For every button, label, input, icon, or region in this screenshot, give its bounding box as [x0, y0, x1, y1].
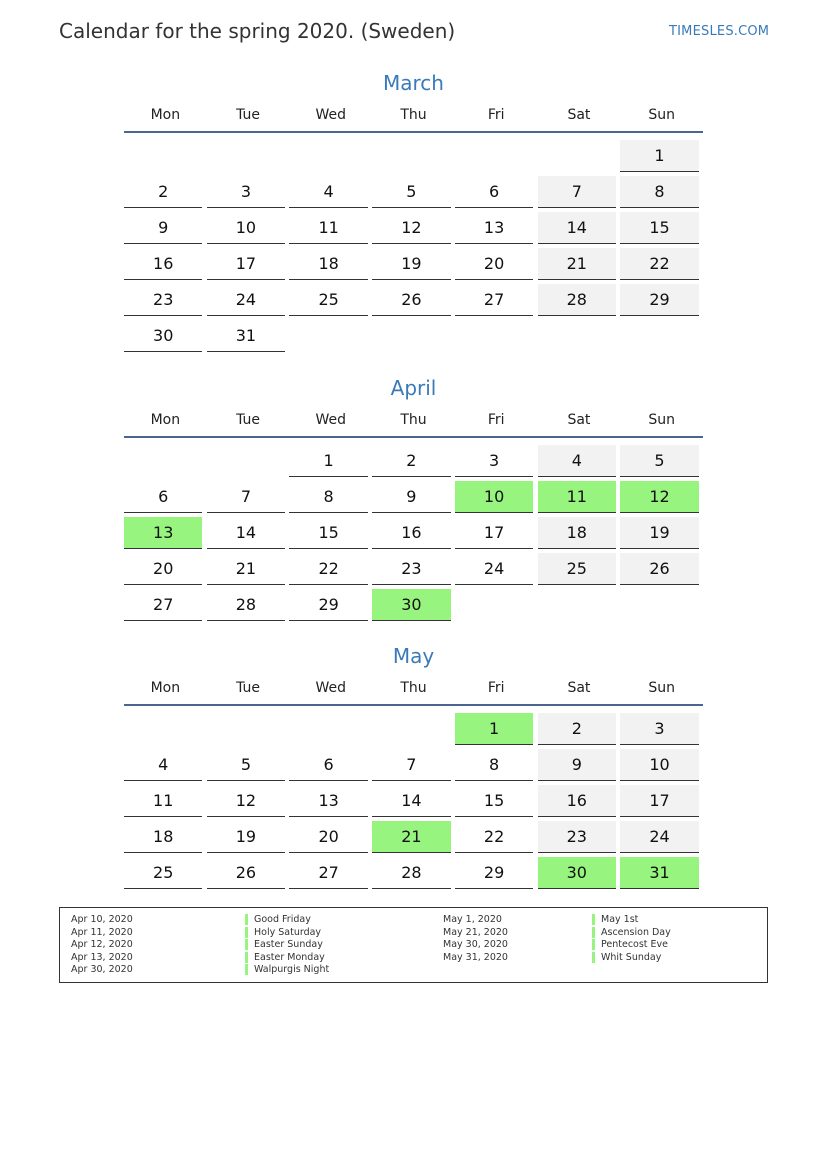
- day-cell: 29: [620, 284, 698, 316]
- day-cell: 24: [207, 284, 285, 316]
- day-cell: 26: [620, 553, 698, 585]
- day-cell: 20: [124, 553, 202, 585]
- weekday-label: Sat: [567, 107, 591, 123]
- day-cell: 3: [455, 445, 533, 477]
- empty-day-cell: [372, 320, 450, 352]
- day-cell: 14: [372, 785, 450, 817]
- empty-day-cell: [207, 140, 285, 172]
- day-cell: 25: [124, 857, 202, 889]
- day-cell: 4: [289, 176, 367, 208]
- day-cell: 12: [372, 212, 450, 244]
- day-cell: 28: [207, 589, 285, 621]
- weekday-label: Mon: [150, 680, 181, 696]
- legend-date: May 1, 2020: [443, 914, 502, 925]
- holiday-day-cell: 30: [538, 857, 616, 889]
- legend-names-right: [592, 914, 671, 964]
- day-cell: 23: [372, 553, 450, 585]
- weekday-label: Wed: [315, 107, 347, 123]
- weekday-label: Sun: [648, 107, 675, 123]
- day-cell: 7: [207, 481, 285, 513]
- holiday-legend: [59, 907, 768, 983]
- holiday-day-cell: 12: [620, 481, 698, 513]
- empty-day-cell: [372, 140, 450, 172]
- page-title: Calendar for the spring 2020. (Sweden): [59, 19, 456, 43]
- day-cell: 1: [289, 445, 367, 477]
- day-cell: 17: [620, 785, 698, 817]
- legend-holiday-name: Whit Sunday: [592, 952, 661, 963]
- day-cell: 14: [207, 517, 285, 549]
- week-row: [124, 514, 703, 550]
- weekday-header: [124, 105, 703, 133]
- day-cell: 7: [538, 176, 616, 208]
- empty-day-cell: [289, 320, 367, 352]
- holiday-day-cell: 1: [455, 713, 533, 745]
- weekday-label: Sat: [567, 680, 591, 696]
- day-cell: 16: [372, 517, 450, 549]
- week-row: [124, 317, 703, 353]
- day-cell: 18: [124, 821, 202, 853]
- day-cell: 25: [538, 553, 616, 585]
- day-cell: 12: [207, 785, 285, 817]
- holiday-day-cell: 13: [124, 517, 202, 549]
- empty-day-cell: [538, 320, 616, 352]
- month-title: March: [383, 71, 444, 95]
- empty-day-cell: [124, 140, 202, 172]
- week-row: [124, 818, 703, 854]
- empty-day-cell: [538, 140, 616, 172]
- day-cell: 22: [455, 821, 533, 853]
- day-cell: 23: [538, 821, 616, 853]
- day-cell: 16: [538, 785, 616, 817]
- legend-date: Apr 10, 2020: [71, 914, 133, 925]
- empty-day-cell: [207, 713, 285, 745]
- weekday-label: Fri: [487, 107, 505, 123]
- week-row: [124, 782, 703, 818]
- day-cell: 26: [372, 284, 450, 316]
- legend-date: May 31, 2020: [443, 951, 508, 963]
- weekday-label: Wed: [315, 412, 347, 428]
- legend-date: Apr 12, 2020: [71, 939, 133, 951]
- holiday-day-cell: 30: [372, 589, 450, 621]
- week-row: [124, 137, 703, 173]
- day-cell: 20: [455, 248, 533, 280]
- empty-day-cell: [207, 445, 285, 477]
- empty-day-cell: [124, 445, 202, 477]
- day-cell: 27: [124, 589, 202, 621]
- day-cell: 19: [207, 821, 285, 853]
- day-cell: 5: [620, 445, 698, 477]
- day-cell: 9: [538, 749, 616, 781]
- holiday-day-cell: 11: [538, 481, 616, 513]
- day-cell: 8: [289, 481, 367, 513]
- day-cell: 20: [289, 821, 367, 853]
- day-cell: 9: [372, 481, 450, 513]
- week-row: [124, 245, 703, 281]
- month-title: April: [390, 376, 437, 400]
- empty-day-cell: [289, 713, 367, 745]
- day-cell: 9: [124, 212, 202, 244]
- legend-holiday-name: Easter Sunday: [245, 939, 323, 950]
- weekday-label: Tue: [236, 412, 261, 428]
- day-cell: 22: [620, 248, 698, 280]
- week-row: [124, 442, 703, 478]
- day-cell: 18: [289, 248, 367, 280]
- weekday-label: Mon: [150, 412, 181, 428]
- day-cell: 2: [372, 445, 450, 477]
- day-cell: 30: [124, 320, 202, 352]
- weekday-label: Wed: [315, 680, 347, 696]
- day-cell: 11: [124, 785, 202, 817]
- day-cell: 14: [538, 212, 616, 244]
- week-row: [124, 209, 703, 245]
- day-cell: 1: [620, 140, 698, 172]
- holiday-day-cell: 31: [620, 857, 698, 889]
- legend-dates-left: [71, 914, 133, 977]
- month-april: [124, 375, 703, 622]
- day-cell: 29: [289, 589, 367, 621]
- day-cell: 27: [289, 857, 367, 889]
- weekday-label: Thu: [400, 107, 427, 123]
- empty-day-cell: [372, 713, 450, 745]
- legend-holiday-name: Walpurgis Night: [245, 964, 329, 975]
- day-cell: 10: [620, 749, 698, 781]
- holiday-day-cell: 21: [372, 821, 450, 853]
- brand-link[interactable]: TIMESLES.COM: [669, 24, 770, 39]
- day-cell: 8: [455, 749, 533, 781]
- week-row: [124, 710, 703, 746]
- week-row: [124, 746, 703, 782]
- day-cell: 28: [372, 857, 450, 889]
- week-row: [124, 586, 703, 622]
- day-cell: 4: [124, 749, 202, 781]
- day-cell: 21: [538, 248, 616, 280]
- holiday-day-cell: 10: [455, 481, 533, 513]
- day-cell: 19: [620, 517, 698, 549]
- day-cell: 13: [289, 785, 367, 817]
- weekday-label: Thu: [400, 680, 427, 696]
- empty-day-cell: [538, 589, 616, 621]
- day-cell: 23: [124, 284, 202, 316]
- day-cell: 22: [289, 553, 367, 585]
- month-may: [124, 643, 703, 890]
- day-cell: 10: [207, 212, 285, 244]
- day-cell: 17: [455, 517, 533, 549]
- empty-day-cell: [455, 320, 533, 352]
- legend-holiday-name: Holy Saturday: [245, 927, 321, 938]
- day-cell: 6: [455, 176, 533, 208]
- empty-day-cell: [620, 320, 698, 352]
- day-cell: 6: [289, 749, 367, 781]
- weekday-header: [124, 410, 703, 438]
- day-cell: 26: [207, 857, 285, 889]
- weekday-label: Tue: [236, 680, 261, 696]
- weekday-label: Fri: [487, 412, 505, 428]
- day-cell: 6: [124, 481, 202, 513]
- legend-dates-right: [443, 914, 508, 964]
- weekday-label: Sun: [648, 412, 675, 428]
- empty-day-cell: [455, 589, 533, 621]
- day-cell: 27: [455, 284, 533, 316]
- legend-holiday-name: Easter Monday: [245, 952, 325, 963]
- legend-holiday-name: Pentecost Eve: [592, 939, 668, 950]
- legend-date: Apr 30, 2020: [71, 964, 133, 976]
- day-cell: 5: [372, 176, 450, 208]
- weekday-label: Tue: [236, 107, 261, 123]
- day-cell: 8: [620, 176, 698, 208]
- legend-date: May 30, 2020: [443, 939, 508, 951]
- day-cell: 2: [538, 713, 616, 745]
- day-cell: 21: [207, 553, 285, 585]
- day-cell: 13: [455, 212, 533, 244]
- weekday-label: Sat: [567, 412, 591, 428]
- weekday-label: Thu: [400, 412, 427, 428]
- empty-day-cell: [455, 140, 533, 172]
- month-march: [124, 70, 703, 353]
- weekday-label: Mon: [150, 107, 181, 123]
- day-cell: 24: [620, 821, 698, 853]
- day-cell: 31: [207, 320, 285, 352]
- weekday-label: Sun: [648, 680, 675, 696]
- legend-date: Apr 11, 2020: [71, 926, 133, 938]
- day-cell: 5: [207, 749, 285, 781]
- day-cell: 7: [372, 749, 450, 781]
- day-cell: 17: [207, 248, 285, 280]
- day-cell: 15: [620, 212, 698, 244]
- legend-date: May 21, 2020: [443, 926, 508, 938]
- week-row: [124, 550, 703, 586]
- day-cell: 3: [207, 176, 285, 208]
- weekday-header: [124, 678, 703, 706]
- week-row: [124, 478, 703, 514]
- empty-day-cell: [289, 140, 367, 172]
- day-cell: 16: [124, 248, 202, 280]
- legend-holiday-name: Good Friday: [245, 914, 311, 925]
- day-cell: 15: [455, 785, 533, 817]
- day-cell: 3: [620, 713, 698, 745]
- day-cell: 24: [455, 553, 533, 585]
- legend-date: Apr 13, 2020: [71, 951, 133, 963]
- day-cell: 25: [289, 284, 367, 316]
- legend-holiday-name: May 1st: [592, 914, 638, 925]
- day-cell: 28: [538, 284, 616, 316]
- empty-day-cell: [620, 589, 698, 621]
- day-cell: 4: [538, 445, 616, 477]
- week-row: [124, 281, 703, 317]
- day-cell: 19: [372, 248, 450, 280]
- day-cell: 29: [455, 857, 533, 889]
- weekday-label: Fri: [487, 680, 505, 696]
- legend-names-left: [245, 914, 329, 977]
- legend-holiday-name: Ascension Day: [592, 927, 671, 938]
- empty-day-cell: [124, 713, 202, 745]
- week-row: [124, 173, 703, 209]
- day-cell: 2: [124, 176, 202, 208]
- week-row: [124, 854, 703, 890]
- day-cell: 15: [289, 517, 367, 549]
- day-cell: 11: [289, 212, 367, 244]
- month-title: May: [392, 644, 435, 668]
- day-cell: 18: [538, 517, 616, 549]
